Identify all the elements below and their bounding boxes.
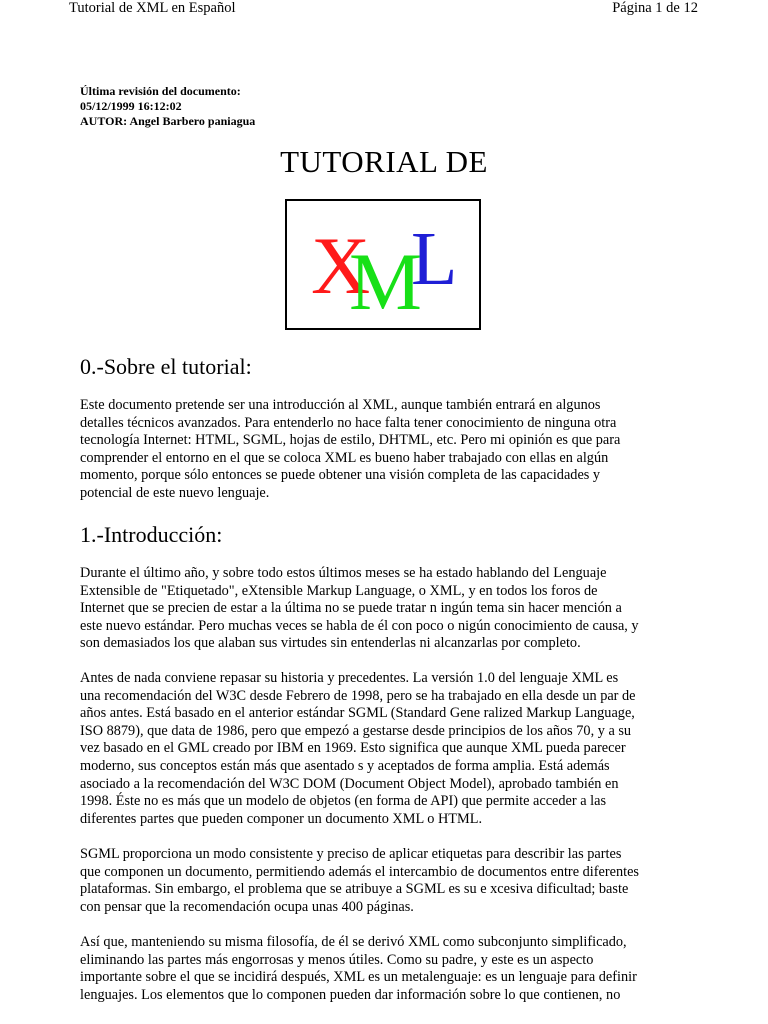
revision-label: Última revisión del documento: — [80, 84, 241, 98]
logo-letter-x: X — [311, 220, 371, 311]
author: AUTOR: Angel Barbero paniagua — [80, 114, 256, 128]
paragraph: Durante el último año, y sobre todo estos últimos meses se ha estado hablando del Lenguaje Extensible de "Etiquetado", eXtensible Markup Language, o XML, y en todos los foros de Internet que se precien de estar a la última no se puede tratar n ingún tema sin hacer mención a este nuevo estándar. Pero muchas veces se habla de él con poco o nigún conocimiento de causa, y son demasiados los que alaban sus virtudes sin entenderlas ni alcanzarlas por completo. — [80, 565, 639, 652]
page-title: TUTORIAL DE — [280, 144, 488, 179]
section-heading-introduccion: 1.-Introducción: — [80, 522, 223, 547]
paragraph: Antes de nada conviene repasar su historia y precedentes. La versión 1.0 del lenguaje XML es una recomendación del W3C desde Febrero de 1998, pero se ha trabajado en ella desde un par de años antes. Está basado en el anterior estándar SGML (Standard Gene ralized Markup Language, ISO 8879), que data de 1986, pero que empezó a gestarse desde principios de los años 70, y a su vez basado en el GML creado por IBM en 1969. Esto significa que aunque XML pueda parecer moderno, sus conceptos están más que asentado s y aceptados de forma amplia. Está además asociado a la recomendación del W3C DOM (Document Object Model), aprobado también en 1998. Éste no es más que un modelo de objetos (en forma de API) que permite acceder a las diferentes partes que pueden componer un documento XML o HTML. — [80, 670, 636, 827]
page-number: Página 1 de 12 — [612, 0, 698, 16]
paragraph: SGML proporciona un modo consistente y preciso de aplicar etiquetas para describir las partes que componen un documento, permitiendo además el intercambio de documentos entre diferentes plataformas. Sin embargo, el problema que se atribuye a SGML es su e xcesiva dificultad; baste con pensar que la recomendación ocupa unas 400 páginas. — [80, 846, 639, 915]
section-heading-tutorial: 0.-Sobre el tutorial: — [80, 354, 252, 379]
logo-letter-m: M — [349, 236, 422, 327]
document-meta — [80, 84, 255, 129]
revision-date: 05/12/1999 16:12:02 — [80, 99, 182, 113]
paragraph: Este documento pretende ser una introducción al XML, aunque también entrará en algunos detalles técnicos avanzados. Para entenderlo no hace falta tener conocimiento de ninguna otra tecnología Internet: HTML, SGML, hojas de estilo, DHTML, etc. Pero mi opinión es que para comprender el entorno en el que se coloca XML es bueno haber trabajado con ellas en algún momento, porque sólo entonces se puede obtener una visión completa de las capacidades y potencial de este nuevo lenguaje. — [80, 397, 621, 501]
paragraph: Así que, manteniendo su misma filosofía, de él se derivó XML como subconjunto simplificado, eliminando las partes más engorrosas y menos útiles. Como su padre, y este es un aspecto importante sobre el que se incidirá después, XML es un metalenguaje: es un lenguaje para definir lenguajes. Los elementos que lo componen pueden dar información sobre lo que contienen, no — [80, 934, 637, 1003]
running-header-title: Tutorial de XML en Español — [69, 0, 236, 16]
logo-letter-l: L — [411, 217, 458, 301]
xml-logo — [285, 199, 481, 330]
